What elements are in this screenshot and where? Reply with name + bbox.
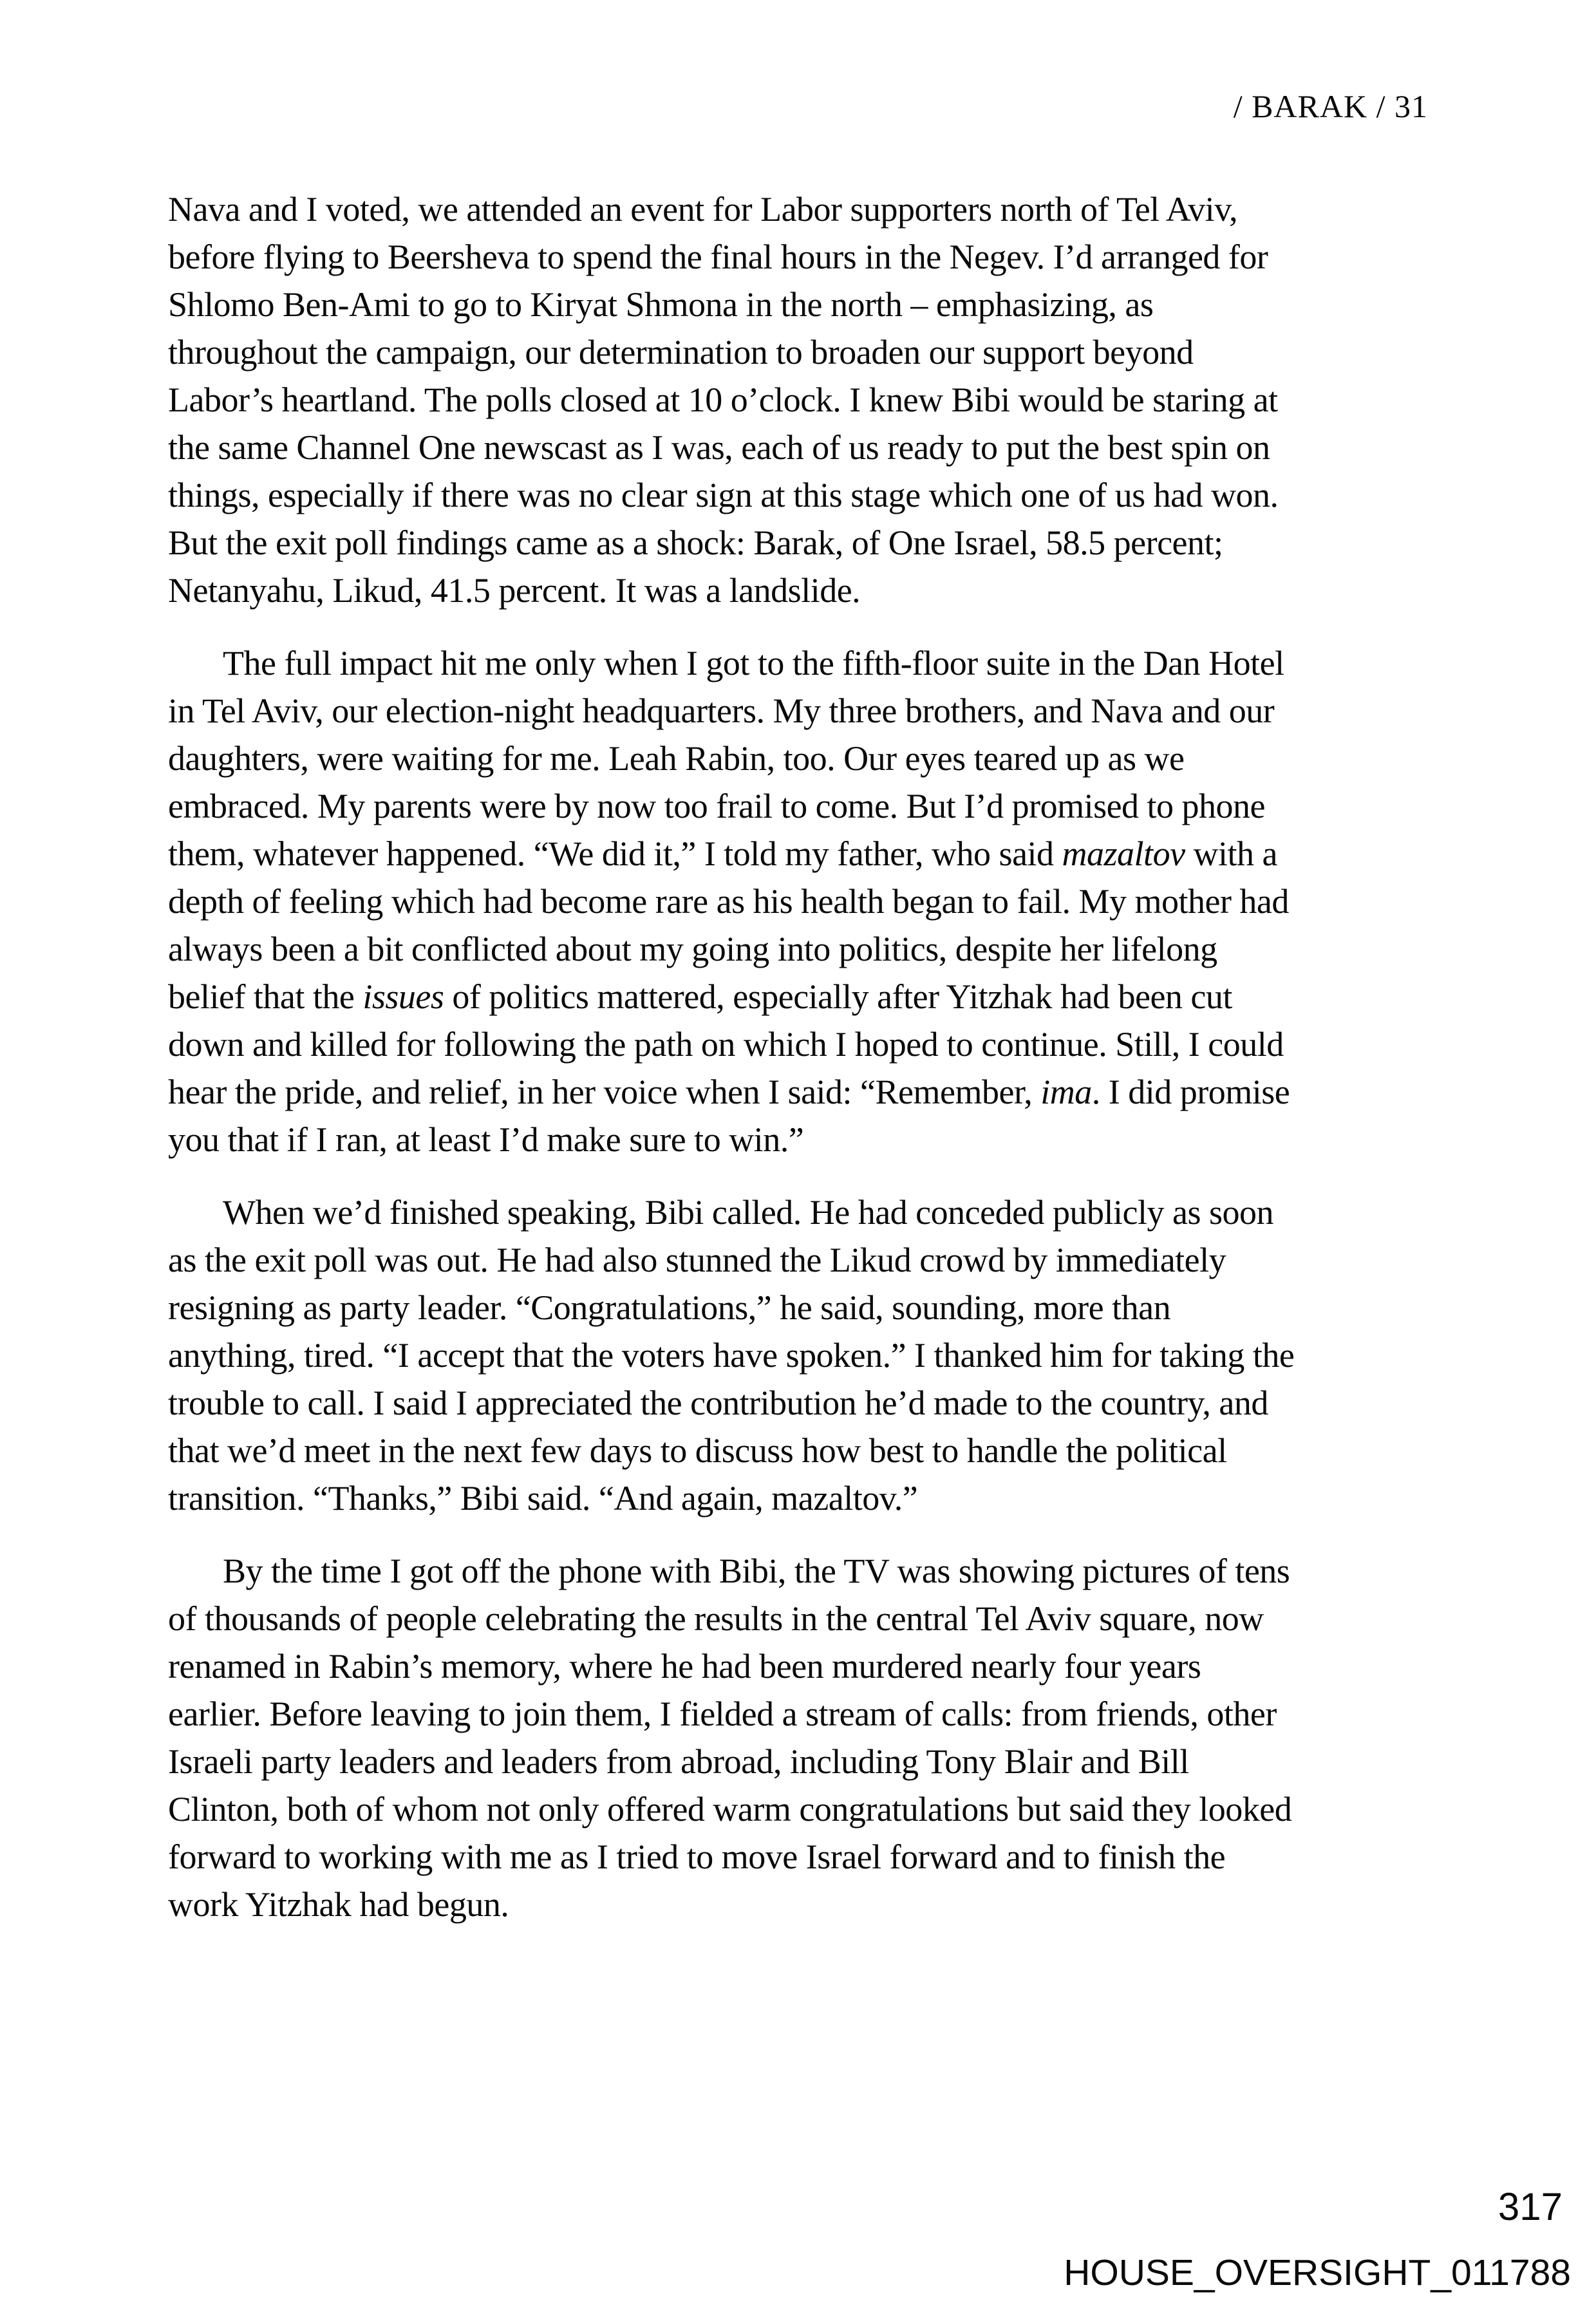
- text-line: [168, 233, 1440, 281]
- text-segment: the same Channel One newscast as I was, each of us ready to put the best spin on: [168, 428, 1270, 467]
- text-segment: By the time I got off the phone with Bibi, the TV was showing pictures of tens: [223, 1552, 1290, 1590]
- text-line: [168, 1284, 1440, 1331]
- text-segment: Netanyahu, Likud, 41.5 percent. It was a landslide.: [168, 571, 861, 610]
- text-segment: of politics mattered, especially after Yitzhak had been cut: [444, 977, 1232, 1016]
- text-segment: as the exit poll was out. He had also stunned the Likud crowd by immediately: [168, 1241, 1226, 1279]
- text-line: [168, 1547, 1440, 1595]
- bates-stamp: HOUSE_OVERSIGHT_011788: [1064, 2252, 1571, 2293]
- text-segment: But the exit poll findings came as a shock: Barak, of One Israel, 58.5 percent;: [168, 523, 1223, 562]
- text-segment: belief that the: [168, 977, 363, 1016]
- text-line: [168, 1379, 1440, 1427]
- paragraph: [168, 1189, 1440, 1522]
- text-line: [168, 424, 1440, 471]
- text-segment: earlier. Before leaving to join them, I fielded a stream of calls: from friends, other: [168, 1695, 1277, 1733]
- text-segment: resigning as party leader. “Congratulations,” he said, sounding, more than: [168, 1288, 1171, 1327]
- body-text: [168, 185, 1440, 1928]
- text-segment: Nava and I voted, we attended an event for Labor supporters north of Tel Aviv,: [168, 190, 1238, 229]
- text-line: [168, 1020, 1440, 1068]
- text-segment: transition. “Thanks,” Bibi said. “And again, mazaltov.”: [168, 1479, 918, 1518]
- italic-text: issues: [362, 977, 444, 1016]
- text-segment: down and killed for following the path on which I hoped to continue. Still, I could: [168, 1025, 1284, 1064]
- text-line: [168, 1116, 1440, 1163]
- text-segment: always been a bit conflicted about my going into politics, despite her lifelong: [168, 930, 1217, 968]
- text-segment: them, whatever happened. “We did it,” I told my father, who said: [168, 834, 1062, 873]
- text-line: [168, 519, 1440, 567]
- text-segment: in Tel Aviv, our election-night headquarters. My three brothers, and Nava and our: [168, 691, 1275, 730]
- text-segment: Clinton, both of whom not only offered warm congratulations but said they looked: [168, 1790, 1292, 1828]
- paragraph: [168, 639, 1440, 1163]
- text-segment: with a: [1185, 834, 1278, 873]
- text-segment: work Yitzhak had begun.: [168, 1885, 509, 1924]
- text-line: [168, 1642, 1440, 1690]
- text-line: [168, 281, 1440, 328]
- text-segment: throughout the campaign, our determination to broaden our support beyond: [168, 333, 1194, 371]
- text-segment: Shlomo Ben-Ami to go to Kiryat Shmona in the north – emphasizing, as: [168, 285, 1154, 324]
- text-line: [168, 1068, 1440, 1116]
- text-line: [168, 1427, 1440, 1474]
- text-line: [168, 830, 1440, 878]
- italic-text: mazaltov: [1062, 834, 1185, 873]
- text-segment: that we’d meet in the next few days to discuss how best to handle the political: [168, 1431, 1227, 1470]
- text-line: [168, 782, 1440, 830]
- text-line: [168, 1474, 1440, 1522]
- text-segment: before flying to Beersheva to spend the final hours in the Negev. I’d arranged for: [168, 238, 1268, 276]
- text-segment: When we’d finished speaking, Bibi called. He had conceded publicly as soon: [223, 1193, 1274, 1232]
- text-segment: embraced. My parents were by now too frail to come. But I’d promised to phone: [168, 787, 1266, 825]
- text-segment: Israeli party leaders and leaders from abroad, including Tony Blair and Bill: [168, 1742, 1189, 1781]
- text-line: [168, 471, 1440, 519]
- text-line: [168, 1331, 1440, 1379]
- text-line: [168, 1236, 1440, 1284]
- text-segment: depth of feeling which had become rare as his health began to fail. My mother had: [168, 882, 1289, 921]
- paragraph: [168, 1547, 1440, 1928]
- text-segment: trouble to call. I said I appreciated the contribution he’d made to the country, and: [168, 1384, 1268, 1422]
- text-line: [168, 687, 1440, 735]
- text-segment: you that if I ran, at least I’d make sure to win.”: [168, 1120, 804, 1159]
- text-segment: daughters, were waiting for me. Leah Rabin, too. Our eyes teared up as we: [168, 739, 1185, 778]
- text-line: [168, 925, 1440, 973]
- text-segment: renamed in Rabin’s memory, where he had been murdered nearly four years: [168, 1647, 1201, 1686]
- text-line: [168, 567, 1440, 614]
- text-line: [168, 1785, 1440, 1833]
- text-line: [168, 1595, 1440, 1642]
- text-line: [168, 1881, 1440, 1928]
- text-line: [168, 878, 1440, 925]
- page-number: 317: [1497, 2185, 1563, 2228]
- text-line: [168, 1690, 1440, 1738]
- paragraph: [168, 185, 1440, 614]
- text-segment: forward to working with me as I tried to move Israel forward and to finish the: [168, 1838, 1226, 1876]
- text-segment: The full impact hit me only when I got to the fifth-floor suite in the Dan Hotel: [223, 644, 1284, 682]
- text-line: [168, 1738, 1440, 1785]
- text-line: [168, 973, 1440, 1020]
- running-header: / BARAK / 31: [1233, 88, 1428, 124]
- text-line: [168, 1833, 1440, 1881]
- text-line: [168, 185, 1440, 233]
- italic-text: ima: [1040, 1073, 1092, 1111]
- text-line: [168, 735, 1440, 782]
- text-segment: of thousands of people celebrating the results in the central Tel Aviv square, now: [168, 1599, 1264, 1638]
- text-line: [168, 376, 1440, 424]
- text-segment: anything, tired. “I accept that the voters have spoken.” I thanked him for taking the: [168, 1336, 1295, 1375]
- text-segment: hear the pride, and relief, in her voice when I said: “Remember,: [168, 1073, 1041, 1111]
- text-segment: Labor’s heartland. The polls closed at 10 o’clock. I knew Bibi would be staring at: [168, 381, 1278, 419]
- text-line: [168, 639, 1440, 687]
- text-segment: things, especially if there was no clear sign at this stage which one of us had won.: [168, 476, 1279, 514]
- text-line: [168, 328, 1440, 376]
- text-line: [168, 1189, 1440, 1236]
- text-segment: . I did promise: [1091, 1073, 1290, 1111]
